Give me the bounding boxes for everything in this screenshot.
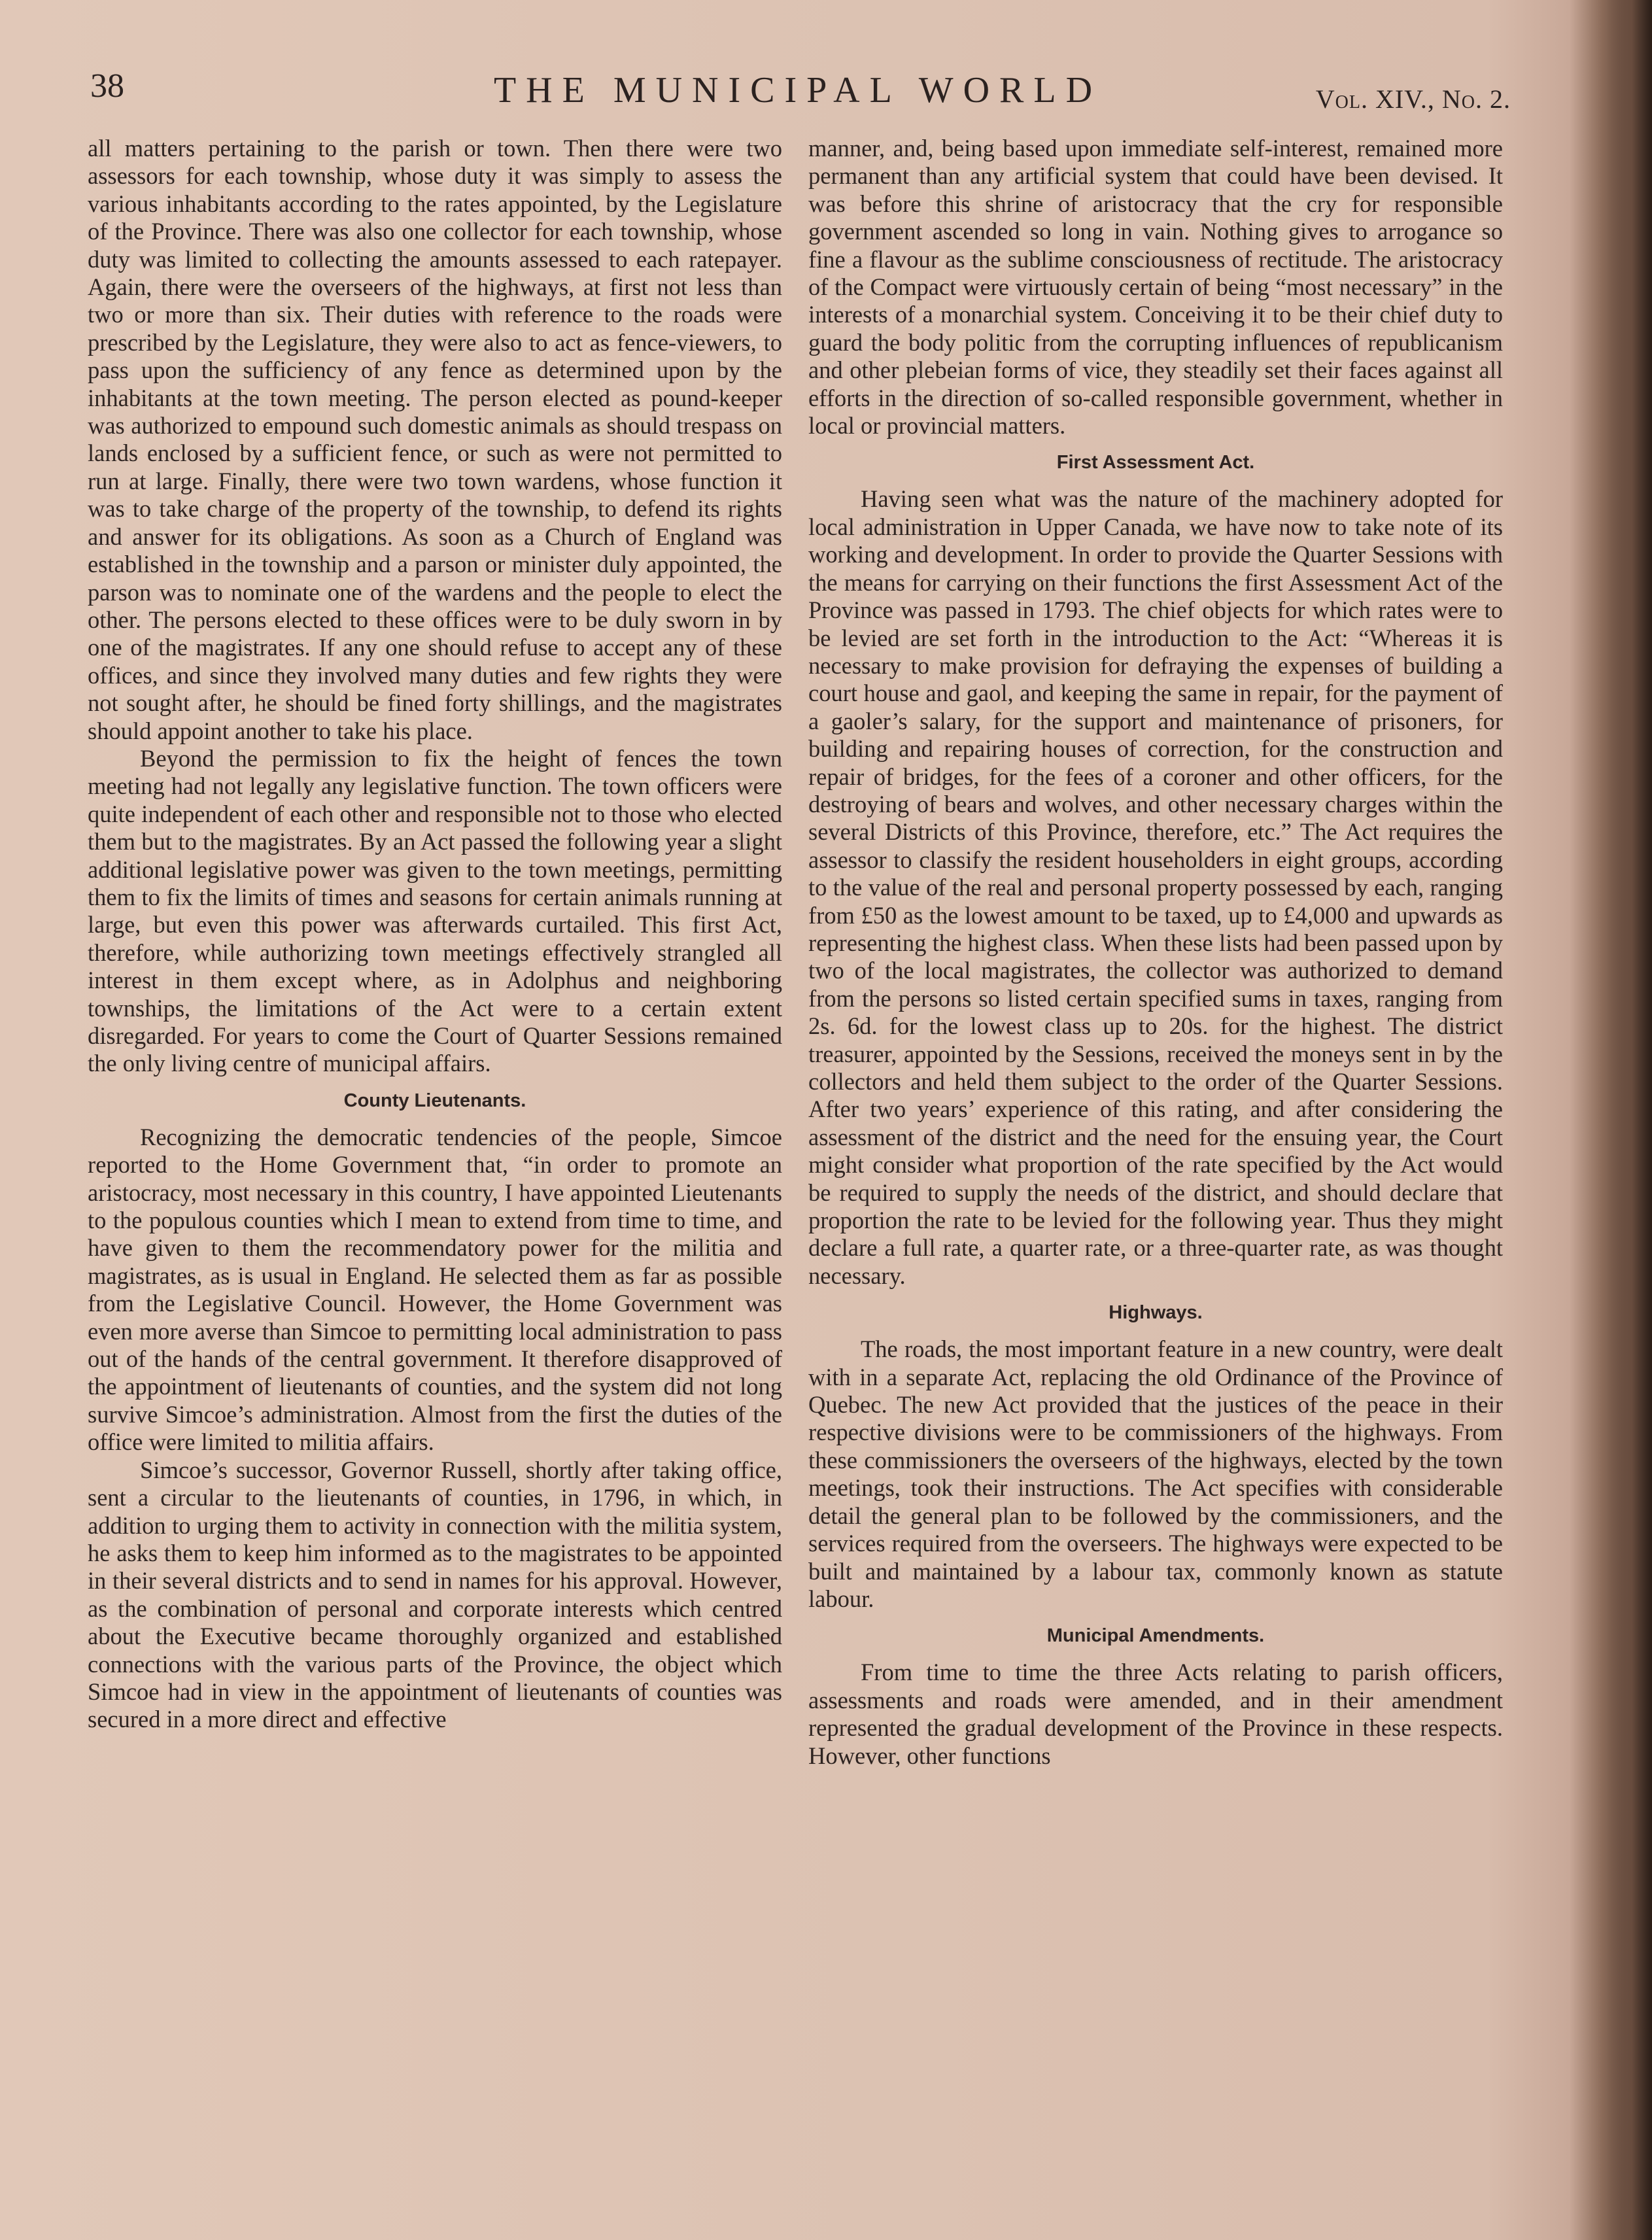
paragraph: Beyond the permission to fix the height of fences the town meeting had not legally any legislative function. The town officers were quite independent of each other and responsible not to those who elected them but to the magistrates. By an Act passed the following year a slight additional legislative power was given to the town meetings, permitting them to fix the limits of times and seasons for certain animals running at large, but even this power was afterwards curtailed. This first Act, therefore, while authorizing town meetings effectively strangled all interest in them except where, as in Adolphus and neighboring townships, the limitations of the Act were to a certain extent disregarded. For years to come the Court of Quarter Sessions remained the only living centre of municipal affairs. xyxy=(88,744,782,1077)
paragraph: Having seen what was the nature of the machinery adopted for local administration in Upper Canada, we have now to take note of its working and development. In order to provide the Quarter Sessions with the means for carrying on their functions the first Assessment Act of the Province was passed in 1793. The chief objects for which rates were to be levied are set forth in the introduction to the Act: “Whereas it is necessary to make provision for defraying the expenses of building a court house and gaol, and keeping the same in repair, for the payment of a gaoler’s salary, for the support and maintenance of prisoners, for building and repairing houses of correction, for the construction and repair of bridges, for the fees of a coroner and other officers, for the destroying of bears and wolves, and other necessary charges within the several Districts of this Province, therefore, etc.” The Act requires the assessor to classify the resident householders in eight groups, according to the value of the real and personal property possessed by each, ranging from £50 as the lowest amount to be taxed, up to £4,000 and upwards as representing the highest class. When these lists had been passed upon by two of the local magistrates, the collector was authorized to demand from the persons so listed certain specified sums in taxes, ranging from 2s. 6d. for the lowest class up to 20s. for the highest. The district treasurer, appointed by the Sessions, received the moneys sent in by the collectors and held them subject to the order of the Quarter Sessions. After two years’ experience of this rating, and after considering the assessment of the district and the need for the ensuing year, the Court might consider what proportion of the rate specified by the Act would be required to supply the needs of the district, and should declare that proportion the rate to be levied for the following year. Thus they might declare a full rate, a quarter rate, or a three-quarter rate, as was thought necessary. xyxy=(808,485,1503,1289)
section-heading: County Lieutenants. xyxy=(343,1090,526,1111)
paragraph: The roads, the most important feature in a new country, were dealt with in a separate Act, replacing the old Ordinance of the Province of Quebec. The new Act provided that the justices of the peace in their respective divisions were to be commissioners of the highways. From these commissioners the overseers of the highways, elected by the town meetings, took their instructions. The Act specifies with considerable detail the general plan to be followed by the commissioners, and the services required from the overseers. The highways were expected to be built and maintained by a labour tax, commonly known as statute labour. xyxy=(808,1335,1503,1612)
paragraph: From time to time the three Acts relating to parish officers, assessments and roads were amended, and in their amendment represented the gradual development of the Province in these respects. However, other functions xyxy=(808,1659,1503,1769)
section-heading: Municipal Amendments. xyxy=(1046,1625,1265,1647)
right-column xyxy=(808,135,1503,1770)
section-heading: First Assessment Act. xyxy=(1056,452,1255,474)
volume-number: Vol. XIV., No. 2. xyxy=(1315,84,1511,114)
paragraph: Simcoe’s successor, Governor Russell, shortly after taking office, sent a circular to the lieutenants of counties, in 1796, in which, in addition to urging them to activity in connection with the militia system, he asks them to keep him informed as to the magistrates to be appointed in their several districts and to send in names for his approval. However, as the combination of personal and corporate interests which centred about the Executive became thoroughly organized and established connections with the various parts of the Province, the object which Simcoe had in view in the appointment of lieutenants of counties was secured in a more direct and effective xyxy=(88,1456,782,1733)
paragraph: Recognizing the democratic tendencies of the people, Simcoe reported to the Home Government that, “in order to promote an aristocracy, most necessary in this country, I have appointed Lieutenants to the populous counties which I mean to extend from time to time, and have given to them the recommendatory power for the militia and magistrates, as is usual in England. He selected them as far as possible from the Legislative Council. However, the Home Government was even more averse than Simcoe to permitting local administration to pass out of the hands of the central government. It therefore disapproved of the appointment of lieutenants of counties, and the system did not long survive Simcoe’s administration. Almost from the first the duties of the office were limited to militia affairs. xyxy=(88,1123,782,1456)
paragraph: all matters pertaining to the parish or town. Then there were two assessors for each township, whose duty it was simply to assess the various inhabitants according to the rates appointed, by the Legislature of the Province. There was also one collector for each township, whose duty was limited to collecting the amounts assessed to each ratepayer. Again, there were the overseers of the highways, at first not less than two or more than six. Their duties with reference to the roads were prescribed by the Legislature, they were also to act as fence-viewers, to pass upon the sufficiency of any fence as determined upon by the inhabitants at the town meeting. The person elected as pound-keeper was authorized to empound such domestic animals as should trespass on lands enclosed by a sufficient fence, or such as were not permitted to run at large. Finally, there were two town wardens, whose function it was to take charge of the property of the township, to defend its rights and answer for its obligations. As soon as a Church of England was established in the township and a parson or minister duly appointed, the parson was to nominate one of the wardens and the people to elect the other. The persons elected to these offices were to be duly sworn in by one of the magistrates. If any one should refuse to accept any of these offices, and since they involved many duties and few rights they were not sought after, he should be fined forty shillings, and the magistrates should appoint another to take his place. xyxy=(88,135,782,744)
paragraph: manner, and, being based upon immediate self-interest, remained more permanent than any artificial system that could have been devised. It was before this shrine of aristocracy that the cry for responsible government ascended so long in vain. Nothing gives to arrogance so fine a flavour as the sublime consciousness of rectitude. The aristocracy of the Compact were virtuously certain of being “most necessary” in the interests of a monarchial system. Conceiving it to be their chief duty to guard the body politic from the corrupting influences of republicanism and other plebeian forms of vice, they steadily set their faces against all efforts in the direction of so-called responsible government, whether in local or provincial matters. xyxy=(808,135,1503,439)
left-column xyxy=(88,135,782,1734)
running-header xyxy=(85,60,1511,132)
journal-title: THE MUNICIPAL WORLD xyxy=(493,70,1103,111)
page-number: 38 xyxy=(90,67,124,105)
section-heading: Highways. xyxy=(1109,1302,1203,1324)
